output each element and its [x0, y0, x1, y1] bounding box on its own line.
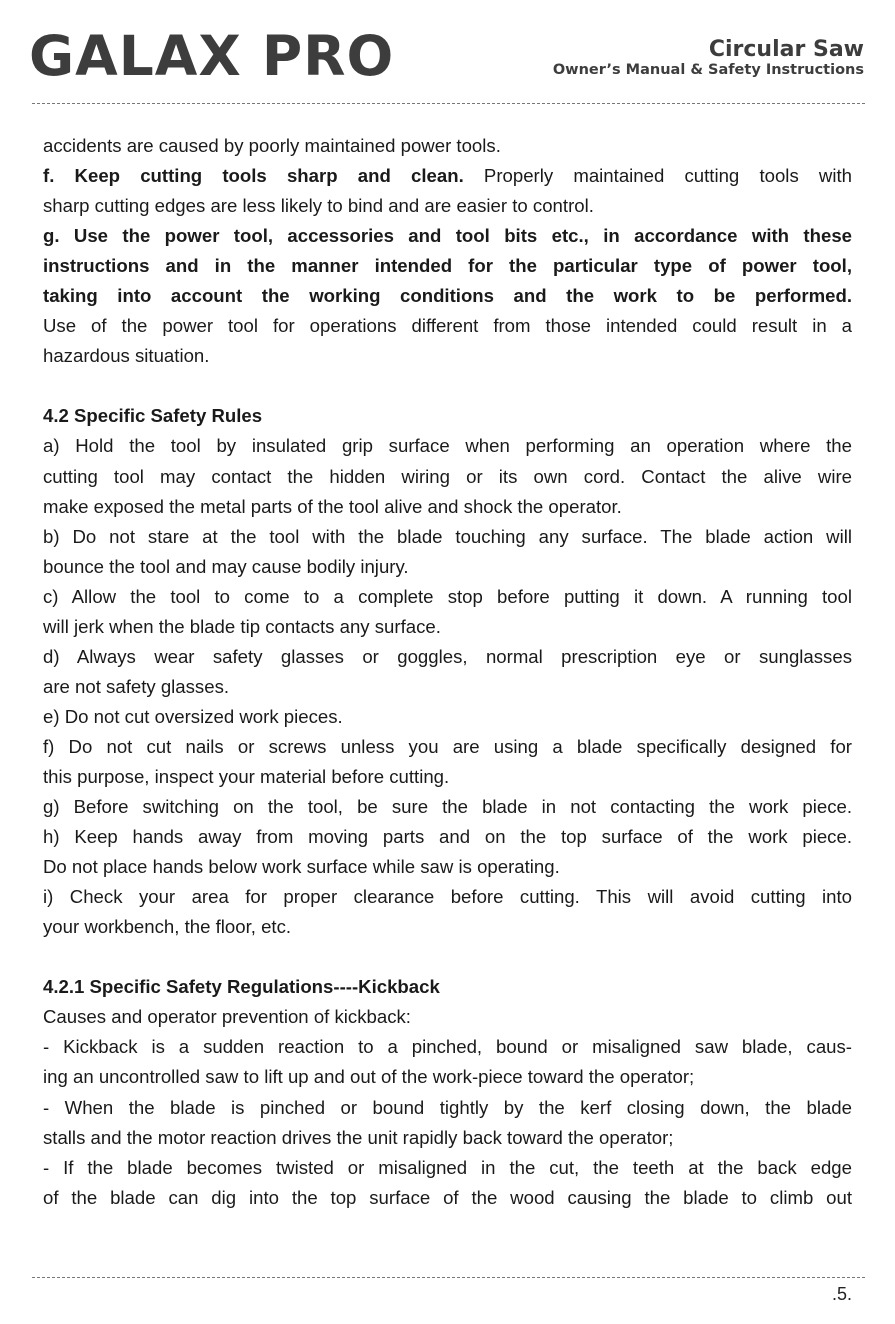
text-line [43, 462, 852, 492]
text-line [43, 1123, 852, 1153]
text-line [43, 341, 852, 371]
body-text: this purpose, inspect your material before cutting. [43, 765, 450, 787]
text-line [43, 852, 852, 882]
body-text: of the blade can dig into the top surface of the wood causing the blade to climb out [43, 1186, 852, 1208]
body-text: e) Do not cut oversized work pieces. [43, 705, 343, 727]
text-line [43, 251, 852, 281]
page-body [43, 131, 852, 1213]
document-title: Circular Saw [708, 37, 864, 62]
bold-text: f. Keep cutting tools sharp and clean. [43, 165, 464, 187]
body-text: your workbench, the floor, etc. [43, 916, 292, 938]
body-text: i) Check your area for proper clearance before cutting. This will avoid cutting into [43, 886, 852, 908]
text-line [43, 882, 852, 912]
body-text: h) Keep hands away from moving parts and on the top surface of the work piece. [43, 826, 852, 848]
body-text: Causes and operator prevention of kickback: [43, 1006, 411, 1028]
body-text: accidents are caused by poorly maintained power tools. [43, 135, 501, 156]
body-text: ing an uncontrolled saw to lift up and out of the work-piece toward the operator; [43, 1066, 695, 1088]
document-subtitle: Owner’s Manual & Safety Instructions [552, 62, 864, 78]
body-text: cutting tool may contact the hidden wiring or its own cord. Contact the alive wire [43, 465, 852, 487]
body-text: f) Do not cut nails or screws unless you are using a blade specifically designed for [43, 735, 852, 757]
text-line [43, 281, 852, 311]
document-header [553, 38, 864, 78]
text-line [43, 1032, 852, 1062]
text-line [43, 822, 852, 852]
text-line [43, 1183, 852, 1213]
text-line [43, 131, 852, 161]
text-line [43, 612, 852, 642]
body-text: - Kickback is a sudden reaction to a pinched, bound or misaligned saw blade, caus- [43, 1036, 852, 1058]
body-text: Do not place hands below work surface while saw is operating. [43, 856, 560, 878]
text-line [43, 492, 852, 522]
footer-divider [32, 1277, 865, 1278]
body-text: c) Allow the tool to come to a complete stop before putting it down. A running tool [43, 585, 852, 607]
body-text: will jerk when the blade tip contacts any surface. [43, 615, 441, 637]
body-text: bounce the tool and may cause bodily injury. [43, 555, 409, 577]
text-line [43, 642, 852, 672]
header-divider [32, 103, 865, 104]
text-line [43, 792, 852, 822]
body-text: Properly maintained cutting tools with [463, 165, 852, 187]
text-line [43, 762, 852, 792]
text-line [43, 1062, 852, 1092]
text-line [43, 311, 852, 341]
text-line [43, 672, 852, 702]
blank-line [43, 942, 852, 972]
bold-text: 4.2.1 Specific Safety Regulations----Kickback [43, 976, 440, 998]
brand-logo: GALAX PRO [29, 24, 395, 88]
text-line [43, 401, 852, 431]
text-line [43, 582, 852, 612]
body-text: stalls and the motor reaction drives the unit rapidly back toward the operator; [43, 1126, 674, 1148]
text-line [43, 702, 852, 732]
page-number: .5. [831, 1284, 852, 1304]
text-line [43, 191, 852, 221]
text-line [43, 522, 852, 552]
bold-text: 4.2 Specific Safety Rules [43, 405, 263, 427]
body-text: - When the blade is pinched or bound tightly by the kerf closing down, the blade [43, 1096, 852, 1118]
body-text: a) Hold the tool by insulated grip surface when performing an operation where the [43, 435, 852, 457]
text-line [43, 552, 852, 582]
body-text: are not safety glasses. [43, 675, 230, 697]
text-line [43, 732, 852, 762]
bold-text: taking into account the working conditions and the work to be performed. [43, 285, 852, 307]
text-line [43, 161, 852, 191]
body-text: b) Do not stare at the tool with the blade touching any surface. The blade action will [43, 525, 852, 547]
body-text: g) Before switching on the tool, be sure the blade in not contacting the work piece. [43, 796, 852, 818]
bold-text: g. Use the power tool, accessories and tool bits etc., in accordance with these [43, 225, 852, 247]
body-text: d) Always wear safety glasses or goggles, normal prescription eye or sunglasses [43, 645, 852, 667]
blank-line [43, 371, 852, 401]
body-text: - If the blade becomes twisted or misaligned in the cut, the teeth at the back edge [43, 1156, 852, 1178]
text-line [43, 1002, 852, 1032]
text-line [43, 972, 852, 1002]
text-line [43, 431, 852, 461]
body-text: Use of the power tool for operations different from those intended could result in a [43, 315, 852, 337]
bold-text: instructions and in the manner intended for the particular type of power tool, [43, 255, 852, 277]
body-text: sharp cutting edges are less likely to bind and are easier to control. [43, 195, 594, 217]
body-text: make exposed the metal parts of the tool alive and shock the operator. [43, 495, 622, 517]
text-line [43, 1153, 852, 1183]
text-line [43, 912, 852, 942]
body-text: hazardous situation. [43, 345, 210, 367]
text-line [43, 221, 852, 251]
text-line [43, 1093, 852, 1123]
